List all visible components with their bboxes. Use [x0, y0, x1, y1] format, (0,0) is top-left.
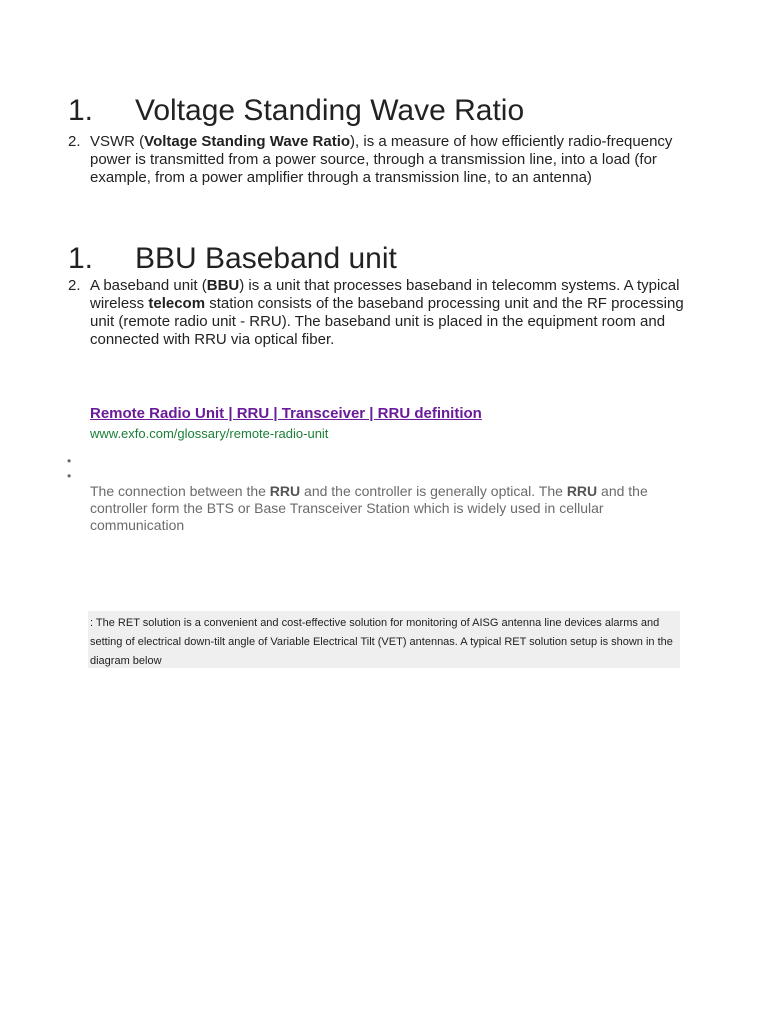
ret-note-box: : The RET solution is a convenient and cost-effective solution for monitoring of AISG antenna line devices alarms and setting of electrical down-tilt angle of Variable Electrical Tilt (VET) antennas. A typical RET solution setup is shown in the diagram below	[88, 611, 680, 668]
vswr-list-item	[68, 133, 688, 187]
vswr-text-bold: Voltage Standing Wave Ratio	[144, 133, 351, 150]
vswr-paragraph	[90, 133, 688, 187]
bullet-2: •	[67, 469, 72, 483]
snippet-text-3: and the controller form the BTS or Base Transceiver Station which is widely used in cellular communication	[90, 483, 648, 533]
vswr-item-number: 2.	[68, 133, 81, 150]
snippet-bold-2: RRU	[566, 483, 598, 499]
bbu-list-item	[68, 277, 688, 349]
bbu-text-1: A baseband unit (	[90, 277, 207, 294]
bullet-1: •	[67, 454, 72, 468]
vswr-text-pre: VSWR (	[90, 133, 145, 150]
bbu-paragraph	[90, 277, 688, 349]
vswr-heading-number: 1.	[68, 94, 94, 127]
search-result-url[interactable]: www.exfo.com/glossary/remote-radio-unit	[90, 426, 329, 441]
bbu-text-3: station consists of the baseband processing unit and the RF processing unit (remote radio unit - RRU). The baseband unit is placed in the equipment room and connected with RRU via optical fiber.	[90, 295, 684, 348]
vswr-heading-text: Voltage Standing Wave Ratio	[135, 94, 525, 127]
bbu-heading-number: 1.	[68, 242, 94, 275]
bbu-item-number: 2.	[68, 277, 81, 294]
snippet-bold-1: RRU	[269, 483, 301, 499]
bbu-bold-2: telecom	[148, 295, 206, 312]
snippet-text-1: The connection between the	[90, 483, 270, 499]
snippet-text-2: and the controller is generally optical. The	[300, 483, 567, 499]
vswr-heading	[68, 93, 524, 129]
vswr-text-post: ), is a measure of how efficiently radio-frequency power is transmitted from a power source, through a transmission line, into a load (for example, from a power amplifier through a transmission line, to an antenna)	[90, 133, 673, 186]
bbu-bold-1: BBU	[206, 277, 240, 294]
search-result-title-link[interactable]: Remote Radio Unit | RRU | Transceiver | RRU definition	[90, 405, 482, 422]
bbu-heading	[68, 241, 397, 277]
bbu-heading-text: BBU Baseband unit	[135, 242, 397, 275]
search-result-snippet	[90, 483, 680, 534]
bbu-text-2: ) is a unit that processes baseband in telecomm systems. A typical wireless	[90, 277, 680, 312]
